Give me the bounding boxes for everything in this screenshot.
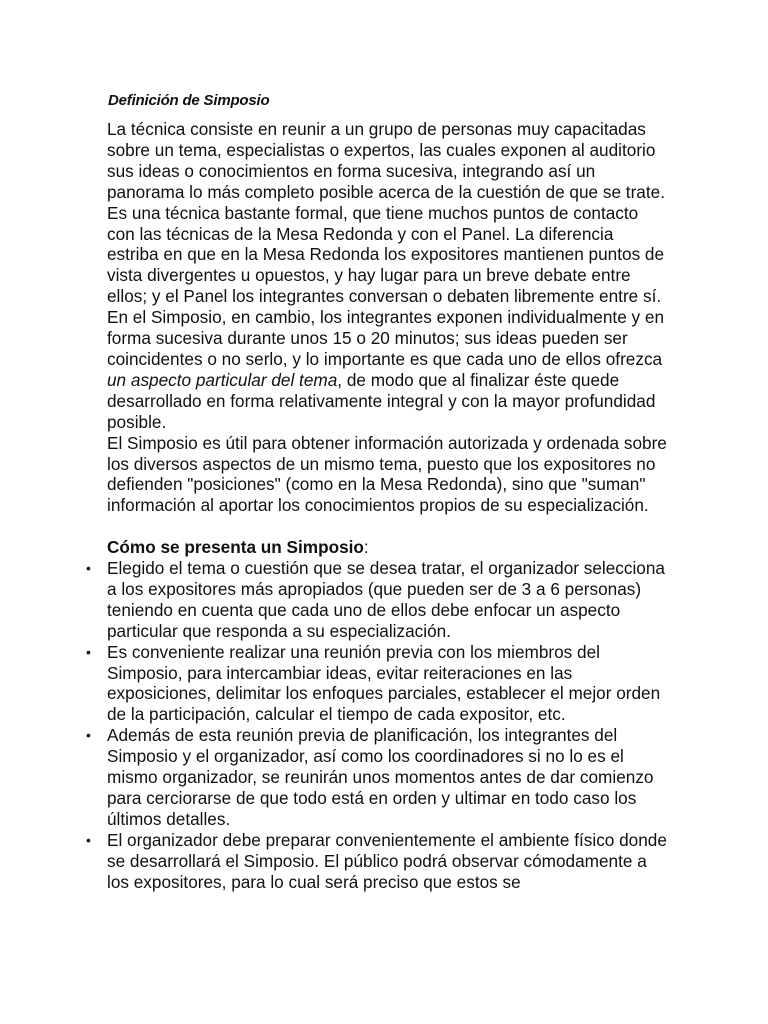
bullet-icon: • <box>86 560 91 577</box>
paragraph-2-text-end: , de modo que al finalizar éste quede desarrollado en forma relativamente integral y con la mayor profundidad posible. <box>107 369 656 432</box>
paragraph-2-text-start: En el Simposio, en cambio, los integrantes exponen individualmente y en forma sucesiva durante unos 15 o 20 minutos; sus ideas pueden ser coincidentes o no serlo, y lo importante es que cada uno de ellos ofrezca <box>107 307 665 369</box>
list-item <box>86 558 667 642</box>
list-item-text: Elegido el tema o cuestión que se desea tratar, el organizador selecciona a los expositores más apropiados (que pueden ser de 3 a 6 personas) teniendo en cuenta que cada uno de ellos debe enfocar un aspecto particular que responda a su especialización. <box>107 558 665 641</box>
list-item-text: Es conveniente realizar una reunión previa con los miembros del Simposio, para intercambiar ideas, evitar reiteraciones en las exposiciones, delimitar los enfoques parciales, establecer el mejor orden de la participación, calcular el tiempo de cada expositor, etc. <box>107 641 661 725</box>
paragraph-2-emphasis: un aspecto particular del tema <box>107 369 338 390</box>
document-body <box>86 119 667 893</box>
document-title: Definición de Simposio <box>108 92 270 109</box>
section-heading-colon: : <box>363 537 369 558</box>
list-item-text: Además de esta reunión previa de planificación, los integrantes del Simposio y el organizador, así como los coordinadores si no lo es el mismo organizador, se reunirán unos momentos antes de dar comienzo para cerciorarse de que todo está en orden y ultimar en todo caso los últimos detalles. <box>107 725 654 829</box>
bullet-icon: • <box>86 727 91 744</box>
paragraph-utility: El Simposio es útil para obtener información autorizada y ordenada sobre los diversos aspectos de un mismo tema, puesto que los expositores no defienden "posiciones" (como en la Mesa Redonda), sino que "suman" información al aportar los conocimientos propios de su especialización. <box>107 432 667 516</box>
section-heading <box>107 537 667 558</box>
bullet-icon: • <box>86 643 91 660</box>
list-item <box>86 725 667 830</box>
list-item <box>86 829 667 893</box>
bullet-icon: • <box>86 831 91 848</box>
section-heading-text: Cómo se presenta un Simposio <box>107 537 364 558</box>
bullet-list <box>86 558 667 893</box>
paragraph-simposio-format <box>107 307 667 432</box>
list-item <box>86 641 667 726</box>
paragraph-definition: La técnica consiste en reunir a un grupo de personas muy capacitadas sobre un tema, especialistas o expertos, las cuales exponen al auditorio sus ideas o conocimientos en forma sucesiva, integrando así un panorama lo más completo posible acerca de la cuestión de que se trate. Es una técnica bastante formal, que tiene muchos puntos de contacto con las técnicas de la Mesa Redonda y con el Panel. La diferencia estriba en que en la Mesa Redonda los expositores mantienen puntos de vista divergentes u opuestos, y hay lugar para un breve debate entre ellos; y el Panel los integrantes conversan o debaten libremente entre sí. <box>107 119 665 307</box>
list-item-text: El organizador debe preparar convenientemente el ambiente físico donde se desarrollará el Simposio. El público podrá observar cómodamente a los expositores, para lo cual será preciso que estos se <box>107 829 667 892</box>
